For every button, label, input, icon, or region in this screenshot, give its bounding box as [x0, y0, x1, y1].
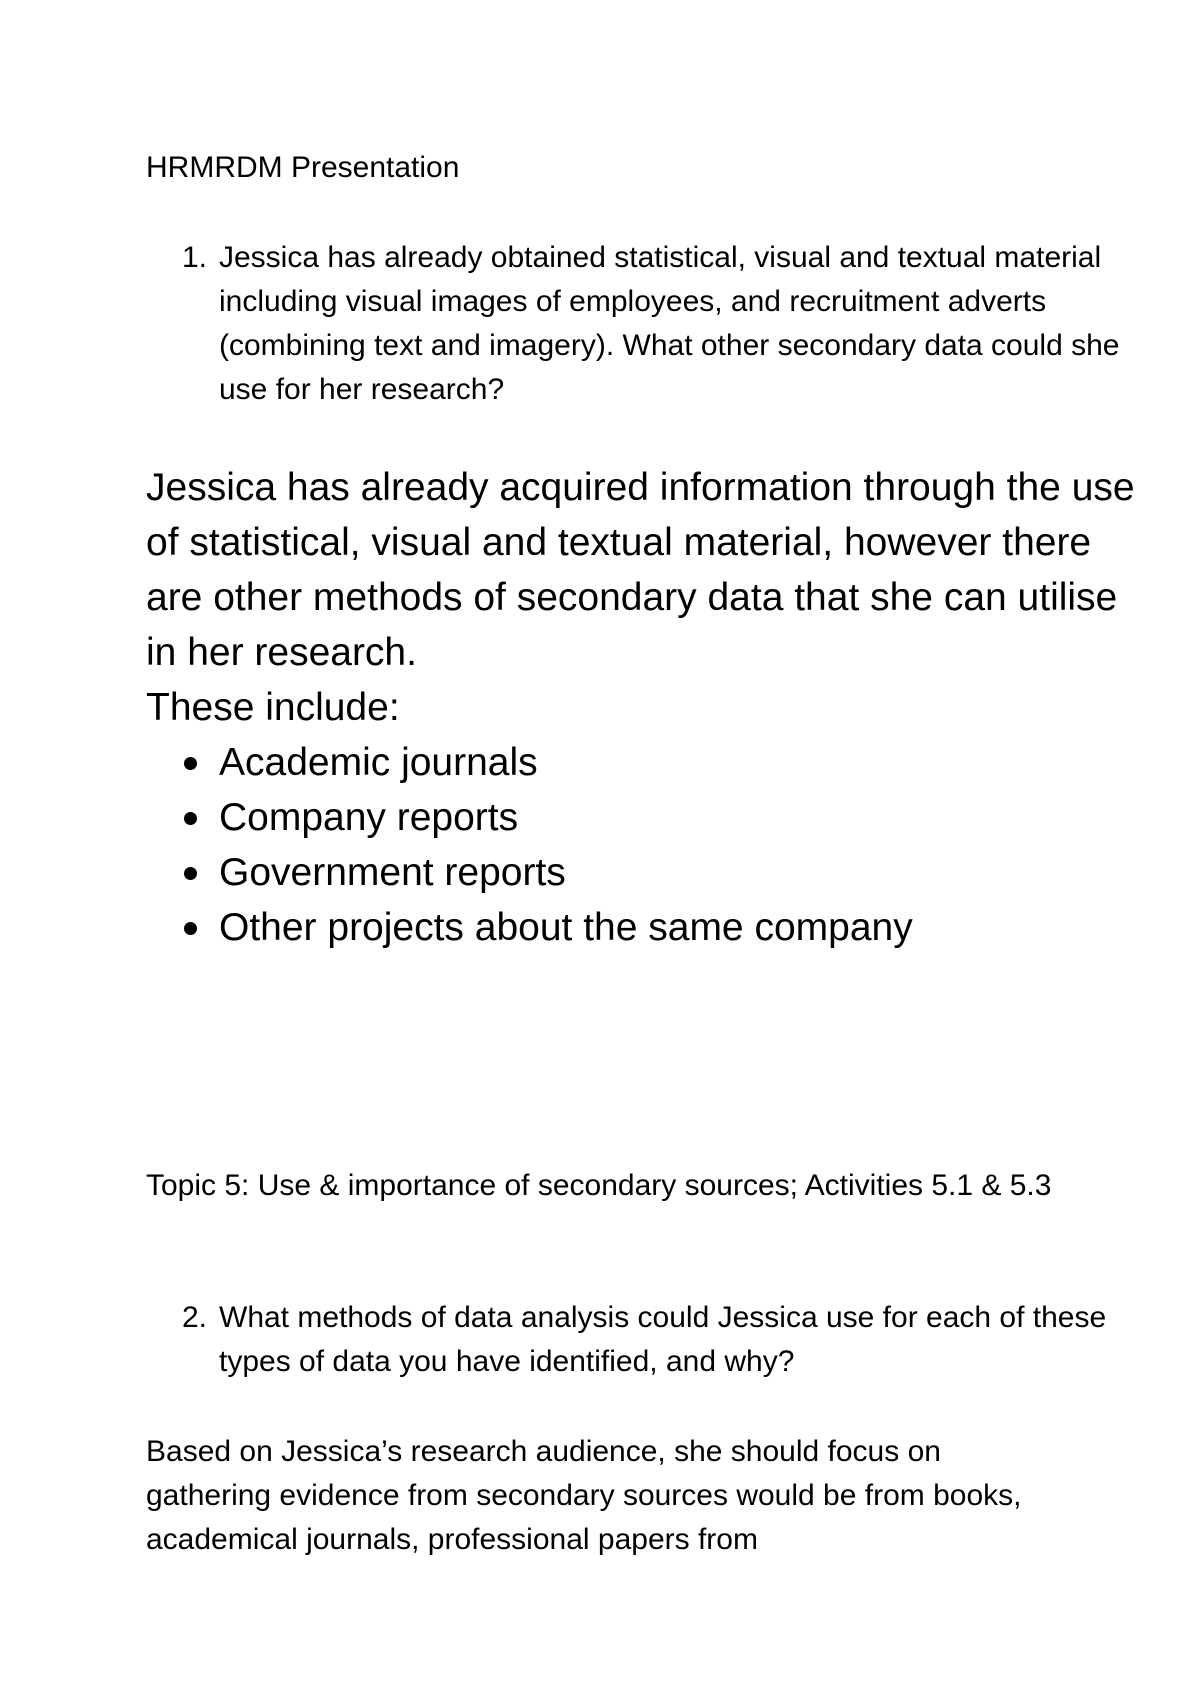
list-item-text: Academic journals [219, 741, 538, 784]
answer-1-lead: These include: [146, 686, 400, 729]
question-2 [146, 1296, 1146, 1384]
answer-1-bullet-list [146, 735, 1146, 955]
question-2-text: What methods of data analysis could Jessica use for each of these types of data you have identified, and why? [219, 1301, 1107, 1378]
question-1-text: Jessica has already obtained statistical, visual and textual material including visual images of employees, and recruitment adverts (combining text and imagery). What other secondary data could she use for her research? [219, 241, 1120, 406]
question-1-number: 1. [182, 241, 208, 274]
document-title: HRMRDM Presentation [146, 151, 460, 184]
list-item [146, 900, 1146, 955]
question-2-number: 2. [182, 1301, 208, 1334]
bullet-icon [184, 812, 197, 825]
bullet-icon [184, 867, 197, 880]
bullet-icon [184, 757, 197, 770]
list-item-text: Other projects about the same company [219, 906, 913, 949]
topic-reference: Topic 5: Use & importance of secondary sources; Activities 5.1 & 5.3 [146, 1169, 1052, 1202]
list-item [146, 845, 1146, 900]
bullet-icon [184, 922, 197, 935]
answer-2: Based on Jessica’s research audience, she should focus on gathering evidence from secondary sources would be from books, academical journals, professional papers from [146, 1435, 1022, 1556]
list-item [146, 735, 1146, 790]
list-item [146, 790, 1146, 845]
list-item-text: Company reports [219, 796, 519, 839]
question-1-item [146, 236, 1146, 412]
question-1 [146, 236, 1146, 412]
answer-1-intro: Jessica has already acquired information through the use of statistical, visual and textual material, however there are other methods of secondary data that she can utilise in her research. [146, 466, 1135, 674]
question-2-item [146, 1296, 1146, 1384]
answer-1 [146, 460, 1146, 955]
list-item-text: Government reports [219, 851, 566, 894]
